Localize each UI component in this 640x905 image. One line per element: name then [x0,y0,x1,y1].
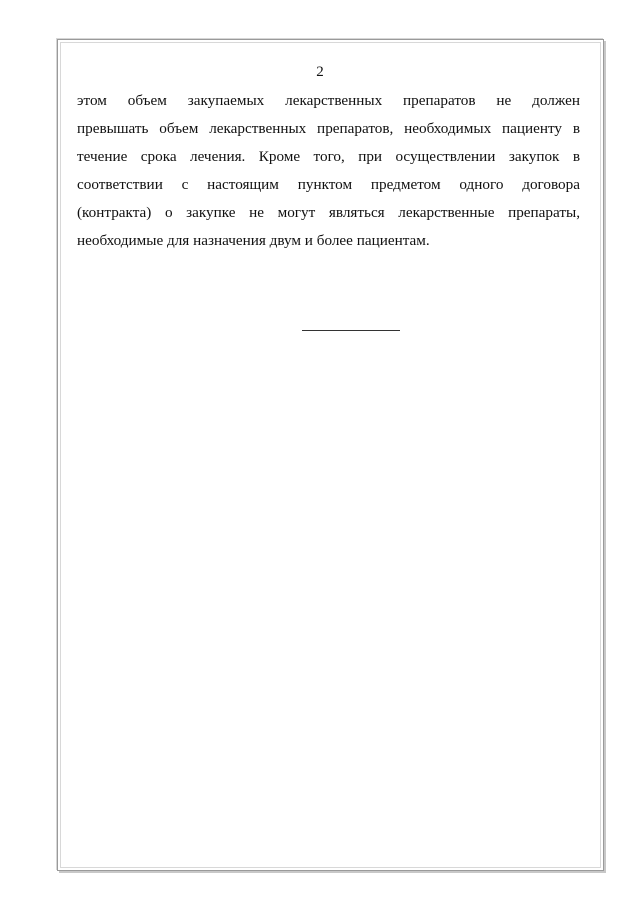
text-line: соответствии с настоящим пунктом предметом одного договора [77,176,580,193]
text-line: течение срока лечения. Кроме того, при осуществлении закупок в [77,148,580,165]
text-line: (контракта) о закупке не могут являться лекарственные препараты, [77,204,580,221]
page-number: 2 [316,64,324,80]
text-line: этом объем закупаемых лекарственных препаратов не должен [77,92,580,109]
text-line: превышать объем лекарственных препаратов, необходимых пациенту в [77,120,580,137]
text-line: необходимые для назначения двум и более пациентам. [77,232,430,249]
end-of-text-rule [302,330,400,331]
body-paragraph [77,87,580,255]
